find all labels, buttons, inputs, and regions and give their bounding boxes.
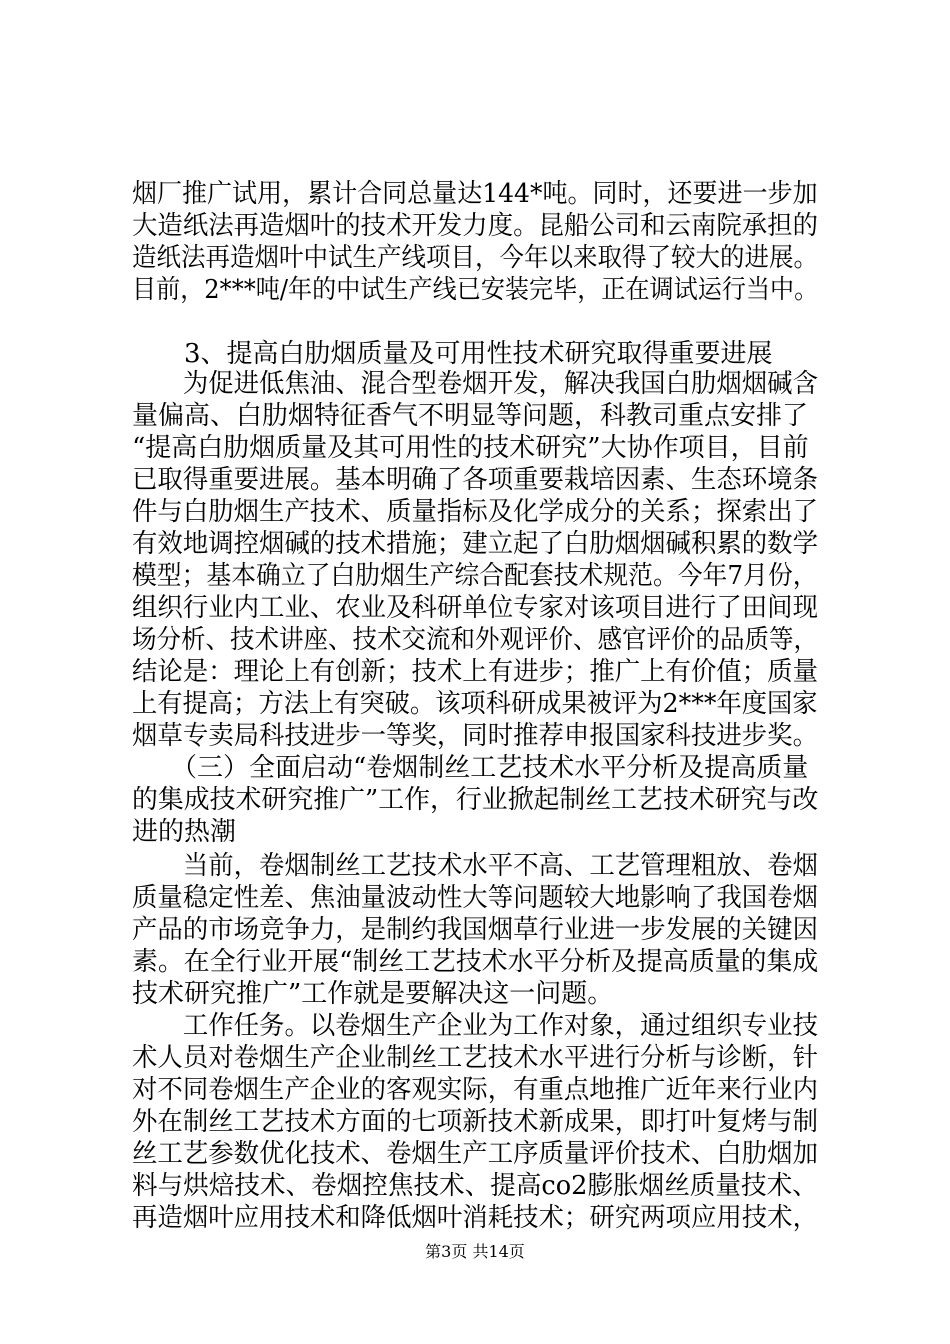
body-text-line: 造纸法再造烟叶中试生产线项目，今年以来取得了较大的进展。 — [132, 243, 819, 273]
body-text-line: 上有提高；方法上有突破。该项科研成果被评为2***年度国家 — [132, 689, 818, 719]
section-heading: 的集成技术研究推广”工作，行业掀起制丝工艺技术研究与改 — [132, 785, 819, 815]
body-text-line: 对不同卷烟生产企业的客观实际，有重点地推广近年来行业内 — [132, 1075, 819, 1105]
body-text-line: 当前，卷烟制丝工艺技术水平不高、工艺管理粗放、卷烟 — [132, 851, 819, 881]
body-text-line: “提高白肋烟质量及其可用性的技术研究”大协作项目，目前 — [132, 433, 809, 463]
body-text-line: 场分析、技术讲座、技术交流和外观评价、感官评价的品质等， — [132, 625, 819, 655]
body-text-line: 模型；基本确立了白肋烟生产综合配套技术规范。今年7月份， — [132, 561, 818, 591]
body-text-line: 质量稳定性差、焦油量波动性大等问题较大地影响了我国卷烟 — [132, 883, 819, 913]
body-text-line: 素。在全行业开展“制丝工艺技术水平分析及提高质量的集成 — [132, 947, 819, 977]
body-text-line: 产品的市场竞争力，是制约我国烟草行业进一步发展的关键因 — [132, 915, 819, 945]
body-text-line: 外在制丝工艺技术方面的七项新技术新成果，即打叶复烤与制 — [132, 1107, 819, 1137]
body-text-line: 技术研究推广”工作就是要解决这一问题。 — [132, 979, 614, 1009]
body-text-line: 有效地调控烟碱的技术措施；建立起了白肋烟烟碱积累的数学 — [132, 529, 819, 559]
section-heading: （三）全面启动“卷烟制丝工艺技术水平分析及提高质量 — [132, 753, 809, 783]
body-text-line: 再造烟叶应用技术和降低烟叶消耗技术；研究两项应用技术， — [132, 1203, 819, 1233]
body-text-line: 件与白肋烟生产技术、质量指标及化学成分的关系；探索出了 — [132, 497, 819, 527]
body-text-line: 大造纸法再造烟叶的技术开发力度。昆船公司和云南院承担的 — [132, 211, 819, 241]
body-text-line: 烟厂推广试用，累计合同总量达144*吨。同时，还要进一步加 — [132, 179, 818, 209]
body-text-line: 料与烘焙技术、卷烟控焦技术、提高co2膨胀烟丝质量技术、 — [132, 1171, 818, 1201]
body-text-line: 组织行业内工业、农业及科研单位专家对该项目进行了田间现 — [132, 593, 819, 623]
body-text-line: 工作任务。以卷烟生产企业为工作对象，通过组织专业技 — [132, 1011, 819, 1041]
body-text-line: 为促进低焦油、混合型卷烟开发，解决我国白肋烟烟碱含 — [132, 369, 819, 399]
section-heading: 进的热潮 — [132, 817, 237, 847]
body-text-line: 术人员对卷烟生产企业制丝工艺技术水平进行分析与诊断，针 — [132, 1043, 819, 1073]
body-text-line: 丝工艺参数优化技术、卷烟生产工序质量评价技术、白肋烟加 — [132, 1139, 819, 1169]
body-text-line: 烟草专卖局科技进步一等奖，同时推荐申报国家科技进步奖。 — [132, 721, 819, 751]
section-heading: 3、提高白肋烟质量及可用性技术研究取得重要进展 — [132, 339, 773, 369]
page-footer: 第3页 共14页 — [425, 1242, 525, 1261]
body-text-line: 目前，2***吨/年的中试生产线已安装完毕，正在调试运行当中。 — [132, 275, 819, 305]
body-text-line: 已取得重要进展。基本明确了各项重要栽培因素、生态环境条 — [132, 465, 819, 495]
body-text-line: 量偏高、白肋烟特征香气不明显等问题，科教司重点安排了 — [132, 401, 809, 431]
body-text-line: 结论是：理论上有创新；技术上有进步；推广上有价值；质量 — [132, 657, 819, 687]
